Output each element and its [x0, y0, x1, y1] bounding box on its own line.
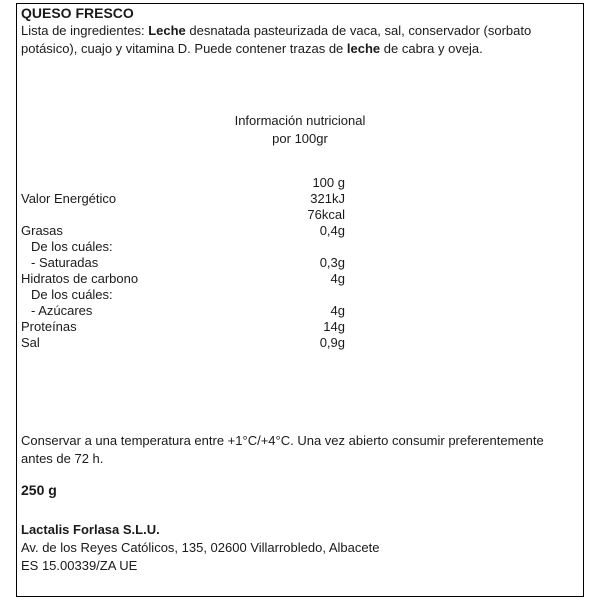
nutrition-row-label: Sal: [21, 335, 40, 350]
nutrition-row-label: - Saturadas: [31, 255, 99, 270]
nutrition-row-value: 4g: [330, 303, 345, 318]
ingredients-text-2: de cabra y oveja.: [380, 41, 483, 56]
nutrition-row-label: - Azúcares: [31, 303, 93, 318]
manufacturer-address: Av. de los Reyes Católicos, 135, 02600 Villarrobledo, Albacete: [21, 540, 380, 555]
ingredients-list: [21, 22, 577, 58]
nutrition-row-label: Proteínas: [21, 319, 77, 334]
nutrition-row-label: De los cuáles:: [31, 287, 113, 302]
nutrition-header-line1: Información nutricional: [234, 113, 366, 128]
nutrition-header-line2: por 100gr: [272, 131, 328, 146]
nutrition-row-value: 14g: [323, 319, 345, 334]
nutrition-row-label: Valor Energético: [21, 191, 117, 206]
nutrition-column-header: 100 g: [312, 175, 345, 190]
nutrition-row-value: 321kJ: [310, 191, 345, 206]
product-title: QUESO FRESCO: [21, 5, 134, 21]
nutrition-row-value: 0,3g: [319, 255, 345, 270]
storage-instructions: Conservar a una temperatura entre +1°C/+4°C. Una vez abierto consumir preferentemente antes de 72 h.: [21, 433, 544, 466]
registry-number: ES 15.00339/ZA UE: [21, 558, 138, 573]
ingredients-text-1: desnatada pasteurizada de vaca, sal, conservador (sorbato potásico), cuajo y vitamina D. Puede contener trazas de: [21, 23, 532, 56]
ingredients-prefix: Lista de ingredientes:: [21, 23, 149, 38]
net-weight: 250 g: [21, 482, 57, 498]
nutrition-row-label: Hidratos de carbono: [21, 271, 139, 286]
nutrition-row-value: 76kcal: [307, 207, 345, 222]
nutrition-row-label: Grasas: [21, 223, 63, 238]
product-label: [16, 3, 584, 597]
manufacturer-name: Lactalis Forlasa S.L.U.: [21, 522, 160, 537]
nutrition-row-value: 4g: [330, 271, 345, 286]
nutrition-row-value: 0,4g: [319, 223, 345, 238]
ingredient-bold-1: Leche: [148, 23, 186, 38]
nutrition-row-value: 0,9g: [319, 335, 345, 350]
ingredient-bold-2: leche: [346, 41, 381, 56]
nutrition-row-label: De los cuáles:: [31, 239, 113, 254]
